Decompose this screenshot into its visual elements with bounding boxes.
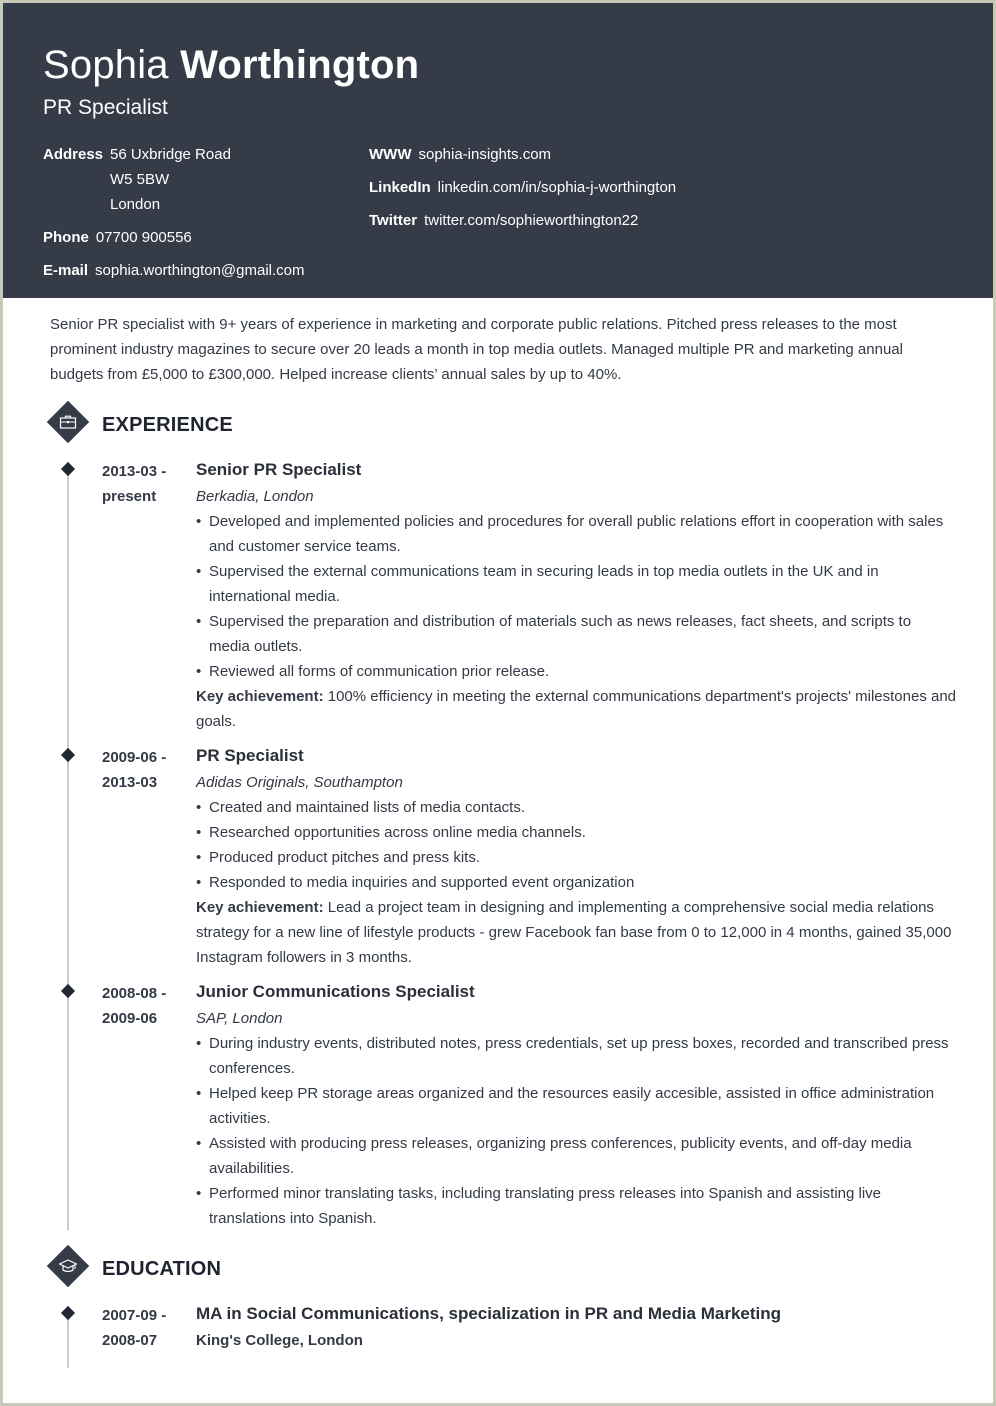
job-role: PR Specialist: [196, 746, 304, 765]
address-line-1: 56 Uxbridge Road: [110, 146, 231, 163]
experience-timeline: [67, 470, 69, 1230]
job-duties: [196, 509, 956, 684]
duty-item: • Supervised the preparation and distribution of materials such as news releases, fact sheets, and scripts to media outlets.: [196, 609, 956, 659]
address-lines: [110, 142, 231, 217]
duty-item: • Created and maintained lists of media contacts.: [196, 795, 956, 820]
briefcase-icon-glyph: [58, 412, 78, 432]
resume-header: [3, 3, 993, 298]
graduation-cap-icon-glyph: [58, 1256, 78, 1276]
duty-item: • Helped keep PR storage areas organized and the resources easily accesible, assisted in office administration activities.: [196, 1081, 956, 1131]
duty-item: • During industry events, distributed notes, press credentials, set up press boxes, recorded and transcribed press conferences.: [196, 1031, 956, 1081]
job-role: Senior PR Specialist: [196, 460, 362, 479]
job-employer: SAP, London: [196, 1010, 283, 1027]
education-date-end: 2008-07: [102, 1332, 158, 1349]
phone-value: 07700 900556: [95, 229, 192, 246]
achievement-text: Lead a project team in designing and implementing a comprehensive social media relations strategy for a new line of lifestyle products - grew Facebook fan base from 0 to 12,000 in 4 months, gained 35,000 Instagram followers in 3 months.: [196, 899, 952, 966]
contact-www: [369, 142, 551, 167]
job-entry: [196, 743, 956, 970]
job-date-end: 2009-06: [102, 1010, 158, 1027]
job-date-start: 2008-08 -: [102, 985, 167, 1002]
candidate-name: [43, 41, 419, 89]
education-timeline: [67, 1314, 69, 1368]
first-name: Sophia: [43, 43, 169, 87]
duty-item: • Researched opportunities across online media channels.: [196, 820, 956, 845]
degree-title: MA in Social Communications, specialization in PR and Media Marketing: [196, 1304, 782, 1323]
school-name: King's College, London: [196, 1332, 363, 1349]
last-name: Worthington: [180, 43, 420, 87]
job-dates: [102, 459, 182, 509]
profile-summary: Senior PR specialist with 9+ years of experience in marketing and corporate public relations. Pitched press releases to the most prominent industry magazines to secure over 20 leads a month in top media outlets. Managed multiple PR and marketing annual budgets from £5,000 to £300,000. Helped increase clients’ annual sales by up to 40%.: [50, 316, 903, 383]
duty-item: • Reviewed all forms of communication prior release.: [196, 659, 956, 684]
job-duties: [196, 795, 956, 895]
duty-item: • Supervised the external communications team in securing leads in top media outlets in the UK and in international media.: [196, 559, 956, 609]
duty-item: • Performed minor translating tasks, including translating press releases into Spanish and assisting live translations into Spanish.: [196, 1181, 956, 1231]
contact-address: [43, 142, 110, 167]
contact-email: [43, 258, 305, 283]
experience-section-title: EXPERIENCE: [102, 414, 233, 436]
phone-label: Phone: [43, 229, 89, 246]
duty-item: • Produced product pitches and press kits.: [196, 845, 956, 870]
job-duties: [196, 1031, 956, 1231]
contact-phone: [43, 225, 192, 250]
email-value[interactable]: sophia.worthington@gmail.com: [95, 262, 305, 279]
job-date-start: 2009-06 -: [102, 749, 167, 766]
linkedin-link[interactable]: linkedin.com/in/sophia-j-worthington: [437, 179, 677, 196]
address-label: Address: [43, 146, 104, 163]
duty-item: • Responded to media inquiries and supported event organization: [196, 870, 956, 895]
education-entry: [196, 1301, 956, 1353]
education-dates: [102, 1303, 182, 1353]
job-employer: Berkadia, London: [196, 488, 314, 505]
job-entry: [196, 457, 956, 734]
job-role: Junior Communications Specialist: [196, 982, 475, 1001]
education-section-title: EDUCATION: [102, 1258, 222, 1280]
job-title: PR Specialist: [43, 96, 168, 119]
twitter-label: Twitter: [369, 212, 418, 229]
www-link[interactable]: sophia-insights.com: [418, 146, 552, 163]
www-label: WWW: [369, 146, 412, 163]
job-dates: [102, 745, 182, 795]
email-label: E-mail: [43, 262, 89, 279]
education-date-start: 2007-09 -: [102, 1307, 167, 1324]
twitter-link[interactable]: twitter.com/sophieworthington22: [424, 212, 639, 229]
address-line-3: London: [110, 196, 161, 213]
duty-item: • Assisted with producing press releases, organizing press conferences, publicity events, and off-day media availabilities.: [196, 1131, 956, 1181]
job-date-start: 2013-03 -: [102, 463, 167, 480]
key-achievement: [196, 684, 956, 734]
address-line-2: W5 5BW: [110, 171, 170, 188]
job-entry: [196, 979, 956, 1231]
achievement-text: 100% efficiency in meeting the external communications department's projects' milestones and goals.: [196, 688, 957, 730]
contact-twitter: [369, 208, 638, 233]
job-date-end: present: [102, 488, 157, 505]
job-dates: [102, 981, 182, 1031]
job-date-end: 2013-03: [102, 774, 158, 791]
contact-linkedin: [369, 175, 676, 200]
linkedin-label: LinkedIn: [369, 179, 431, 196]
achievement-label: Key achievement:: [196, 688, 324, 705]
key-achievement: [196, 895, 956, 970]
duty-item: • Developed and implemented policies and procedures for overall public relations effort in cooperation with sales and customer service teams.: [196, 509, 956, 559]
achievement-label: Key achievement:: [196, 899, 324, 916]
job-employer: Adidas Originals, Southampton: [196, 774, 403, 791]
